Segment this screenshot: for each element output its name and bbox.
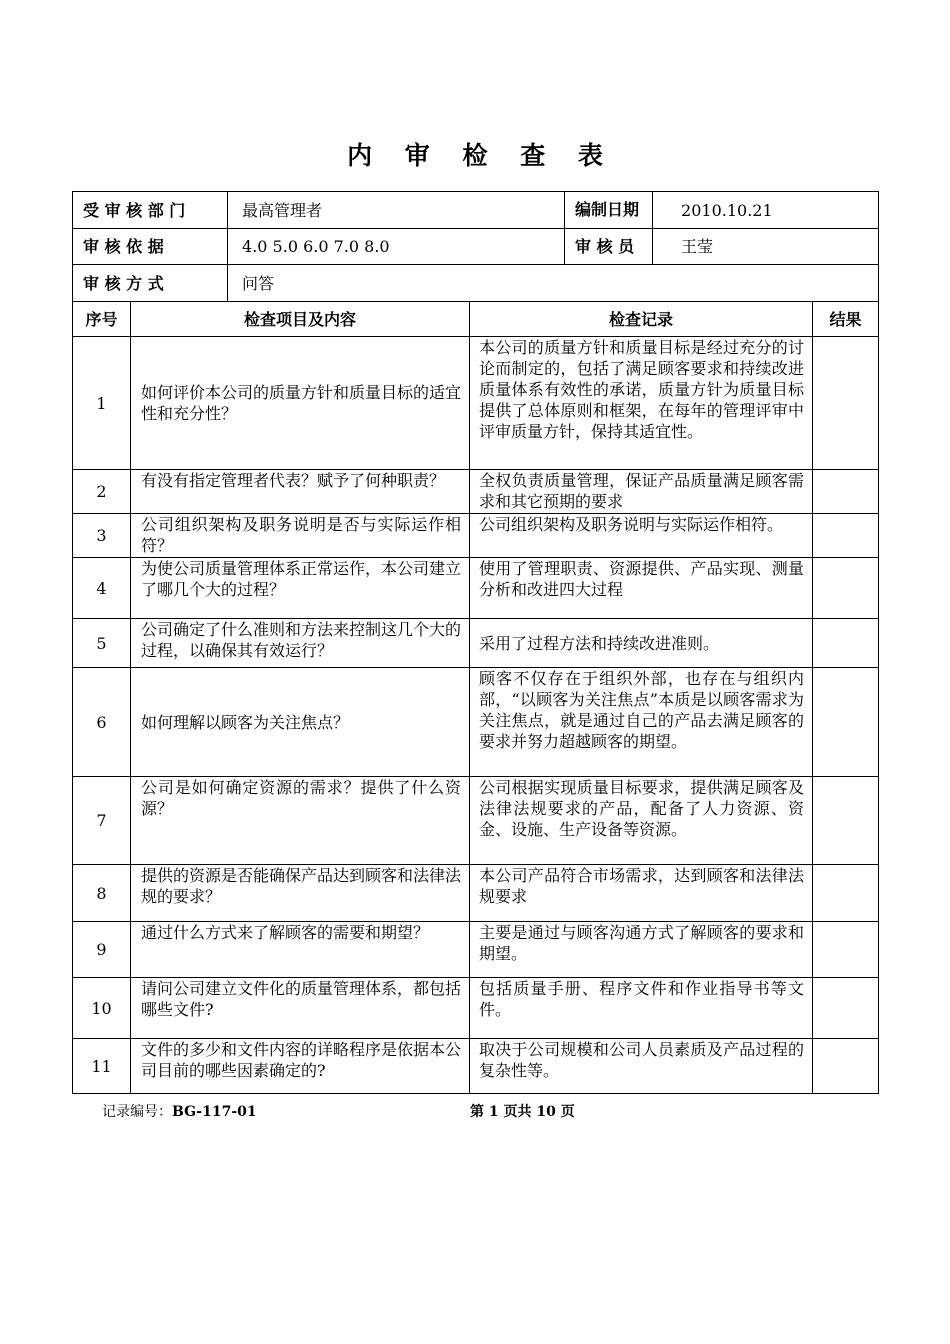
check-record: 主要是通过与顾客沟通方式了解顾客的要求和期望。 [470,922,813,978]
record-number [102,1101,257,1121]
table-row [73,619,879,668]
header-row-department [73,192,879,229]
page-title: 内 审 检 查 表 [347,141,615,170]
table-row [73,514,879,558]
row-number: 6 [73,668,131,777]
check-item: 请问公司建立文件化的质量管理体系，都包括哪些文件? [131,978,470,1039]
result-cell [813,470,879,514]
table-row [73,978,879,1039]
row-number: 9 [73,922,131,978]
check-record: 本公司产品符合市场需求，达到顾客和法律法规要求 [470,865,813,922]
header-row-method [73,265,879,302]
col-header-record: 检查记录 [470,302,813,337]
row-number: 2 [73,470,131,514]
auditor-value: 王莹 [681,237,714,256]
check-item: 如何理解以顾客为关注焦点？ [131,668,470,777]
page-number: 第 1 页共 10 页 [470,1104,575,1120]
row-number: 1 [73,337,131,470]
result-cell [813,865,879,922]
result-cell [813,558,879,619]
audit-checklist-table [72,191,879,1094]
check-record: 公司根据实现质量目标要求，提供满足顾客及法律法规要求的产品，配备了人力资源、资金、设施、生产设备等资源。 [470,777,813,865]
check-record: 本公司的质量方针和质量目标是经过充分的讨论而制定的，包括了满足顾客要求和持续改进质量体系有效性的承诺，质量方针为质量目标提供了总体原则和框架，在每年的管理评审中评审质量方针，保持其适宜性。 [470,337,813,470]
auditor-label: 审 核 员 [565,229,653,264]
table-row [73,922,879,978]
row-number: 8 [73,865,131,922]
table-row [73,668,879,777]
table-row [73,558,879,619]
header-row-basis [73,229,879,265]
result-cell [813,1039,879,1094]
column-header-row [73,302,879,337]
page-info [470,1101,575,1121]
table-row [73,337,879,470]
check-record: 全权负责质量管理，保证产品质量满足顾客需求和其它预期的要求 [470,470,813,514]
table-row [73,470,879,514]
check-item: 通过什么方式来了解顾客的需要和期望？ [131,922,470,978]
basis-label: 审 核 依 据 [73,229,228,265]
row-number: 7 [73,777,131,865]
date-label: 编制日期 [565,192,653,228]
result-cell [813,514,879,558]
check-item: 公司是如何确定资源的需求？提供了什么资源？ [131,777,470,865]
check-record: 顾客不仅存在于组织外部，也存在与组织内部，“以顾客为关注焦点”本质是以顾客需求为关注焦点，就是通过自己的产品去满足顾客的要求并努力超越顾客的期望。 [470,668,813,777]
result-cell [813,922,879,978]
method-value: 问答 [228,265,879,302]
check-record: 取决于公司规模和公司人员素质及产品过程的复杂性等。 [470,1039,813,1094]
table-row [73,1039,879,1094]
table-row [73,777,879,865]
check-record: 采用了过程方法和持续改进准则。 [470,619,813,668]
row-number: 5 [73,619,131,668]
check-item: 公司组织架构及职务说明是否与实际运作相符？ [131,514,470,558]
row-number: 11 [73,1039,131,1094]
row-number: 3 [73,514,131,558]
check-record: 包括质量手册、程序文件和作业指导书等文件。 [470,978,813,1039]
check-item: 为使公司质量管理体系正常运作，本公司建立了哪几个大的过程？ [131,558,470,619]
row-number: 10 [73,978,131,1039]
date-value: 2010.10.21 [681,200,773,220]
result-cell [813,668,879,777]
dept-value: 最高管理者 [228,192,565,229]
check-item: 有没有指定管理者代表？赋予了何种职责？ [131,470,470,514]
check-item: 如何评价本公司的质量方针和质量目标的适宜性和充分性？ [131,337,470,470]
result-cell [813,619,879,668]
check-item: 文件的多少和文件内容的详略程序是依据本公司目前的哪些因素确定的? [131,1039,470,1094]
check-record: 使用了管理职责、资源提供、产品实现、测量分析和改进四大过程 [470,558,813,619]
result-cell [813,777,879,865]
dept-label: 受 审 核 部 门 [73,192,228,229]
check-record: 公司组织架构及职务说明与实际运作相符。 [470,514,813,558]
record-number-code: BG-117-01 [172,1104,257,1120]
check-item: 提供的资源是否能确保产品达到顾客和法律法规的要求？ [131,865,470,922]
check-item: 公司确定了什么准则和方法来控制这几个大的过程，以确保其有效运行？ [131,619,470,668]
col-header-no: 序号 [73,302,131,337]
col-header-result: 结果 [813,302,879,337]
method-label: 审 核 方 式 [73,265,228,302]
col-header-item: 检查项目及内容 [131,302,470,337]
row-number: 4 [73,558,131,619]
result-cell [813,337,879,470]
record-number-label: 记录编号： [102,1104,172,1120]
basis-value: 4.0 5.0 6.0 7.0 8.0 [228,229,565,265]
table-row [73,865,879,922]
result-cell [813,978,879,1039]
